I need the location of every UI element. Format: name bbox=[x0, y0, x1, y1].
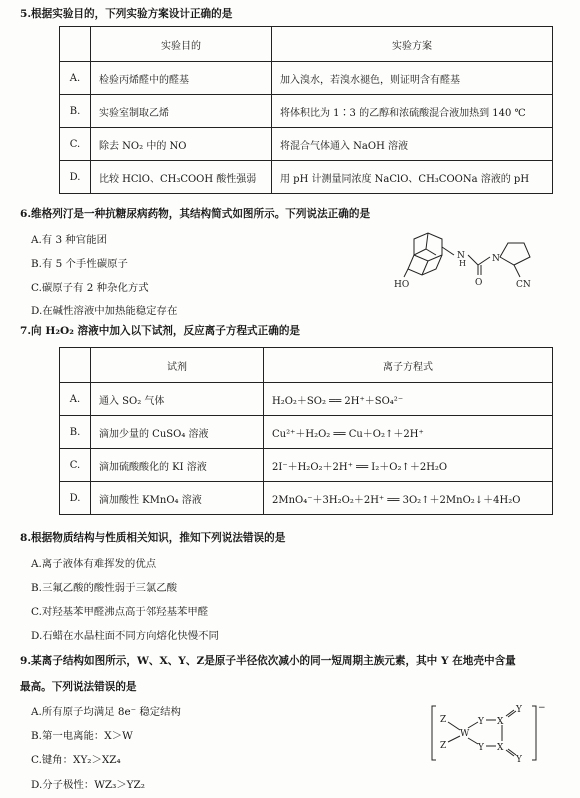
row-reagent: 滴加酸性 KMnO₄ 溶液 bbox=[91, 482, 264, 515]
row-equation: H₂O₂＋SO₂ ══ 2H⁺＋SO₄²⁻ bbox=[264, 383, 553, 416]
x-atom-label: X bbox=[497, 743, 504, 753]
w-atom-label: W bbox=[460, 729, 470, 739]
row-label: A. bbox=[60, 383, 91, 416]
row-equation: 2I⁻＋H₂O₂＋2H⁺ ══ I₂＋O₂↑＋2H₂O bbox=[264, 449, 553, 482]
y-atom-label: Y bbox=[516, 755, 522, 764]
ho-group-label: HO bbox=[394, 280, 410, 290]
h-atom-label: H bbox=[459, 259, 466, 268]
z-atom-label: Z bbox=[440, 715, 447, 725]
table-header-row bbox=[60, 27, 553, 62]
row-plan: 将体积比为 1∶3 的乙醇和浓硫酸混合液加热到 140 ℃ bbox=[272, 95, 553, 128]
cn-group-label: CN bbox=[516, 280, 531, 290]
question-8-option-d: D.石蜡在水晶柱面不同方向熔化快慢不同 bbox=[31, 630, 219, 642]
row-reagent: 滴加硫酸酸化的 KI 溶液 bbox=[91, 449, 264, 482]
row-equation: Cu²⁺＋H₂O₂ ══ Cu＋O₂↑＋2H⁺ bbox=[264, 416, 553, 449]
row-label: D. bbox=[60, 161, 91, 194]
row-equation: 2MnO₄⁻＋3H₂O₂＋2H⁺ ══ 3O₂↑＋2MnO₂↓＋4H₂O bbox=[264, 482, 553, 515]
y-atom-label: Y bbox=[516, 705, 522, 715]
table-row bbox=[60, 161, 553, 194]
question-7-stem: 7.向 H₂O₂ 溶液中加入以下试剂，反应离子方程式正确的是 bbox=[20, 325, 301, 337]
row-plan: 加入溴水，若溴水褪色，则证明含有醛基 bbox=[272, 62, 553, 95]
question-5-table bbox=[59, 26, 553, 194]
y-atom-label: Y bbox=[478, 743, 484, 753]
table-row bbox=[60, 482, 553, 515]
header-equation: 离子方程式 bbox=[264, 348, 553, 383]
row-purpose: 比较 HClO、CH₃COOH 酸性强弱 bbox=[91, 161, 272, 194]
ion-structure-diagram bbox=[428, 702, 550, 764]
row-label: B. bbox=[60, 416, 91, 449]
vildagliptin-structure-diagram bbox=[392, 225, 552, 295]
question-6-option-b: B.有 5 个手性碳原子 bbox=[31, 258, 128, 270]
table-row bbox=[60, 449, 553, 482]
row-purpose: 除去 NO₂ 中的 NO bbox=[91, 128, 272, 161]
header-plan: 实验方案 bbox=[272, 27, 553, 62]
question-9-option-c: C.键角：XY₂＞XZ₄ bbox=[31, 754, 121, 766]
row-label: C. bbox=[60, 128, 91, 161]
row-label: C. bbox=[60, 449, 91, 482]
header-reagent: 试剂 bbox=[91, 348, 264, 383]
question-9-option-b: B.第一电离能：X＞W bbox=[31, 730, 133, 742]
row-label: A. bbox=[60, 62, 91, 95]
question-7-table bbox=[59, 347, 553, 515]
question-6-option-c: C.碳原子有 2 种杂化方式 bbox=[31, 282, 149, 294]
table-row bbox=[60, 383, 553, 416]
x-atom-label: X bbox=[497, 717, 504, 727]
question-6-option-a: A.有 3 种官能团 bbox=[31, 234, 107, 246]
row-reagent: 滴加少量的 CuSO₄ 溶液 bbox=[91, 416, 264, 449]
n-atom-label: N bbox=[457, 251, 465, 261]
y-atom-label: Y bbox=[478, 717, 484, 727]
question-8-option-a: A.离子液体有难挥发的优点 bbox=[31, 558, 157, 570]
n-ring-label: N bbox=[492, 254, 500, 264]
o-atom-label: O bbox=[475, 278, 483, 288]
header-label bbox=[60, 348, 91, 383]
table-row bbox=[60, 416, 553, 449]
row-label: D. bbox=[60, 482, 91, 515]
question-6-stem: 6.维格列汀是一种抗糖尿病药物，其结构简式如图所示。下列说法正确的是 bbox=[20, 208, 371, 220]
table-row bbox=[60, 128, 553, 161]
question-9-stem-line-2: 最高。下列说法错误的是 bbox=[20, 681, 137, 693]
z-atom-label: Z bbox=[440, 741, 447, 751]
question-9-option-d: D.分子极性：WZ₃＞YZ₂ bbox=[31, 779, 145, 791]
question-8-option-c: C.对羟基苯甲醛沸点高于邻羟基苯甲醛 bbox=[31, 606, 209, 618]
ion-charge-label: − bbox=[538, 703, 546, 713]
row-reagent: 通入 SO₂ 气体 bbox=[91, 383, 264, 416]
header-purpose: 实验目的 bbox=[91, 27, 272, 62]
table-row bbox=[60, 95, 553, 128]
question-6-option-d: D.在碱性溶液中加热能稳定存在 bbox=[31, 305, 178, 317]
question-5-stem: 5.根据实验目的，下列实验方案设计正确的是 bbox=[20, 8, 233, 20]
row-plan: 用 pH 计测量同浓度 NaClO、CH₃COONa 溶液的 pH bbox=[272, 161, 553, 194]
table-row bbox=[60, 62, 553, 95]
row-plan: 将混合气体通入 NaOH 溶液 bbox=[272, 128, 553, 161]
row-purpose: 实验室制取乙烯 bbox=[91, 95, 272, 128]
question-8-stem: 8.根据物质结构与性质相关知识，推知下列说法错误的是 bbox=[20, 532, 286, 544]
row-purpose: 检验丙烯醛中的醛基 bbox=[91, 62, 272, 95]
header-label bbox=[60, 27, 91, 62]
question-9-option-a: A.所有原子均满足 8e⁻ 稳定结构 bbox=[31, 706, 181, 718]
row-label: B. bbox=[60, 95, 91, 128]
table-header-row bbox=[60, 348, 553, 383]
question-8-option-b: B.三氟乙酸的酸性弱于三氯乙酸 bbox=[31, 582, 178, 594]
question-9-stem-line-1: 9.某离子结构如图所示，W、X、Y、Z是原子半径依次减小的同一短周期主族元素，其中 Y 在地壳中含量 bbox=[20, 655, 516, 667]
